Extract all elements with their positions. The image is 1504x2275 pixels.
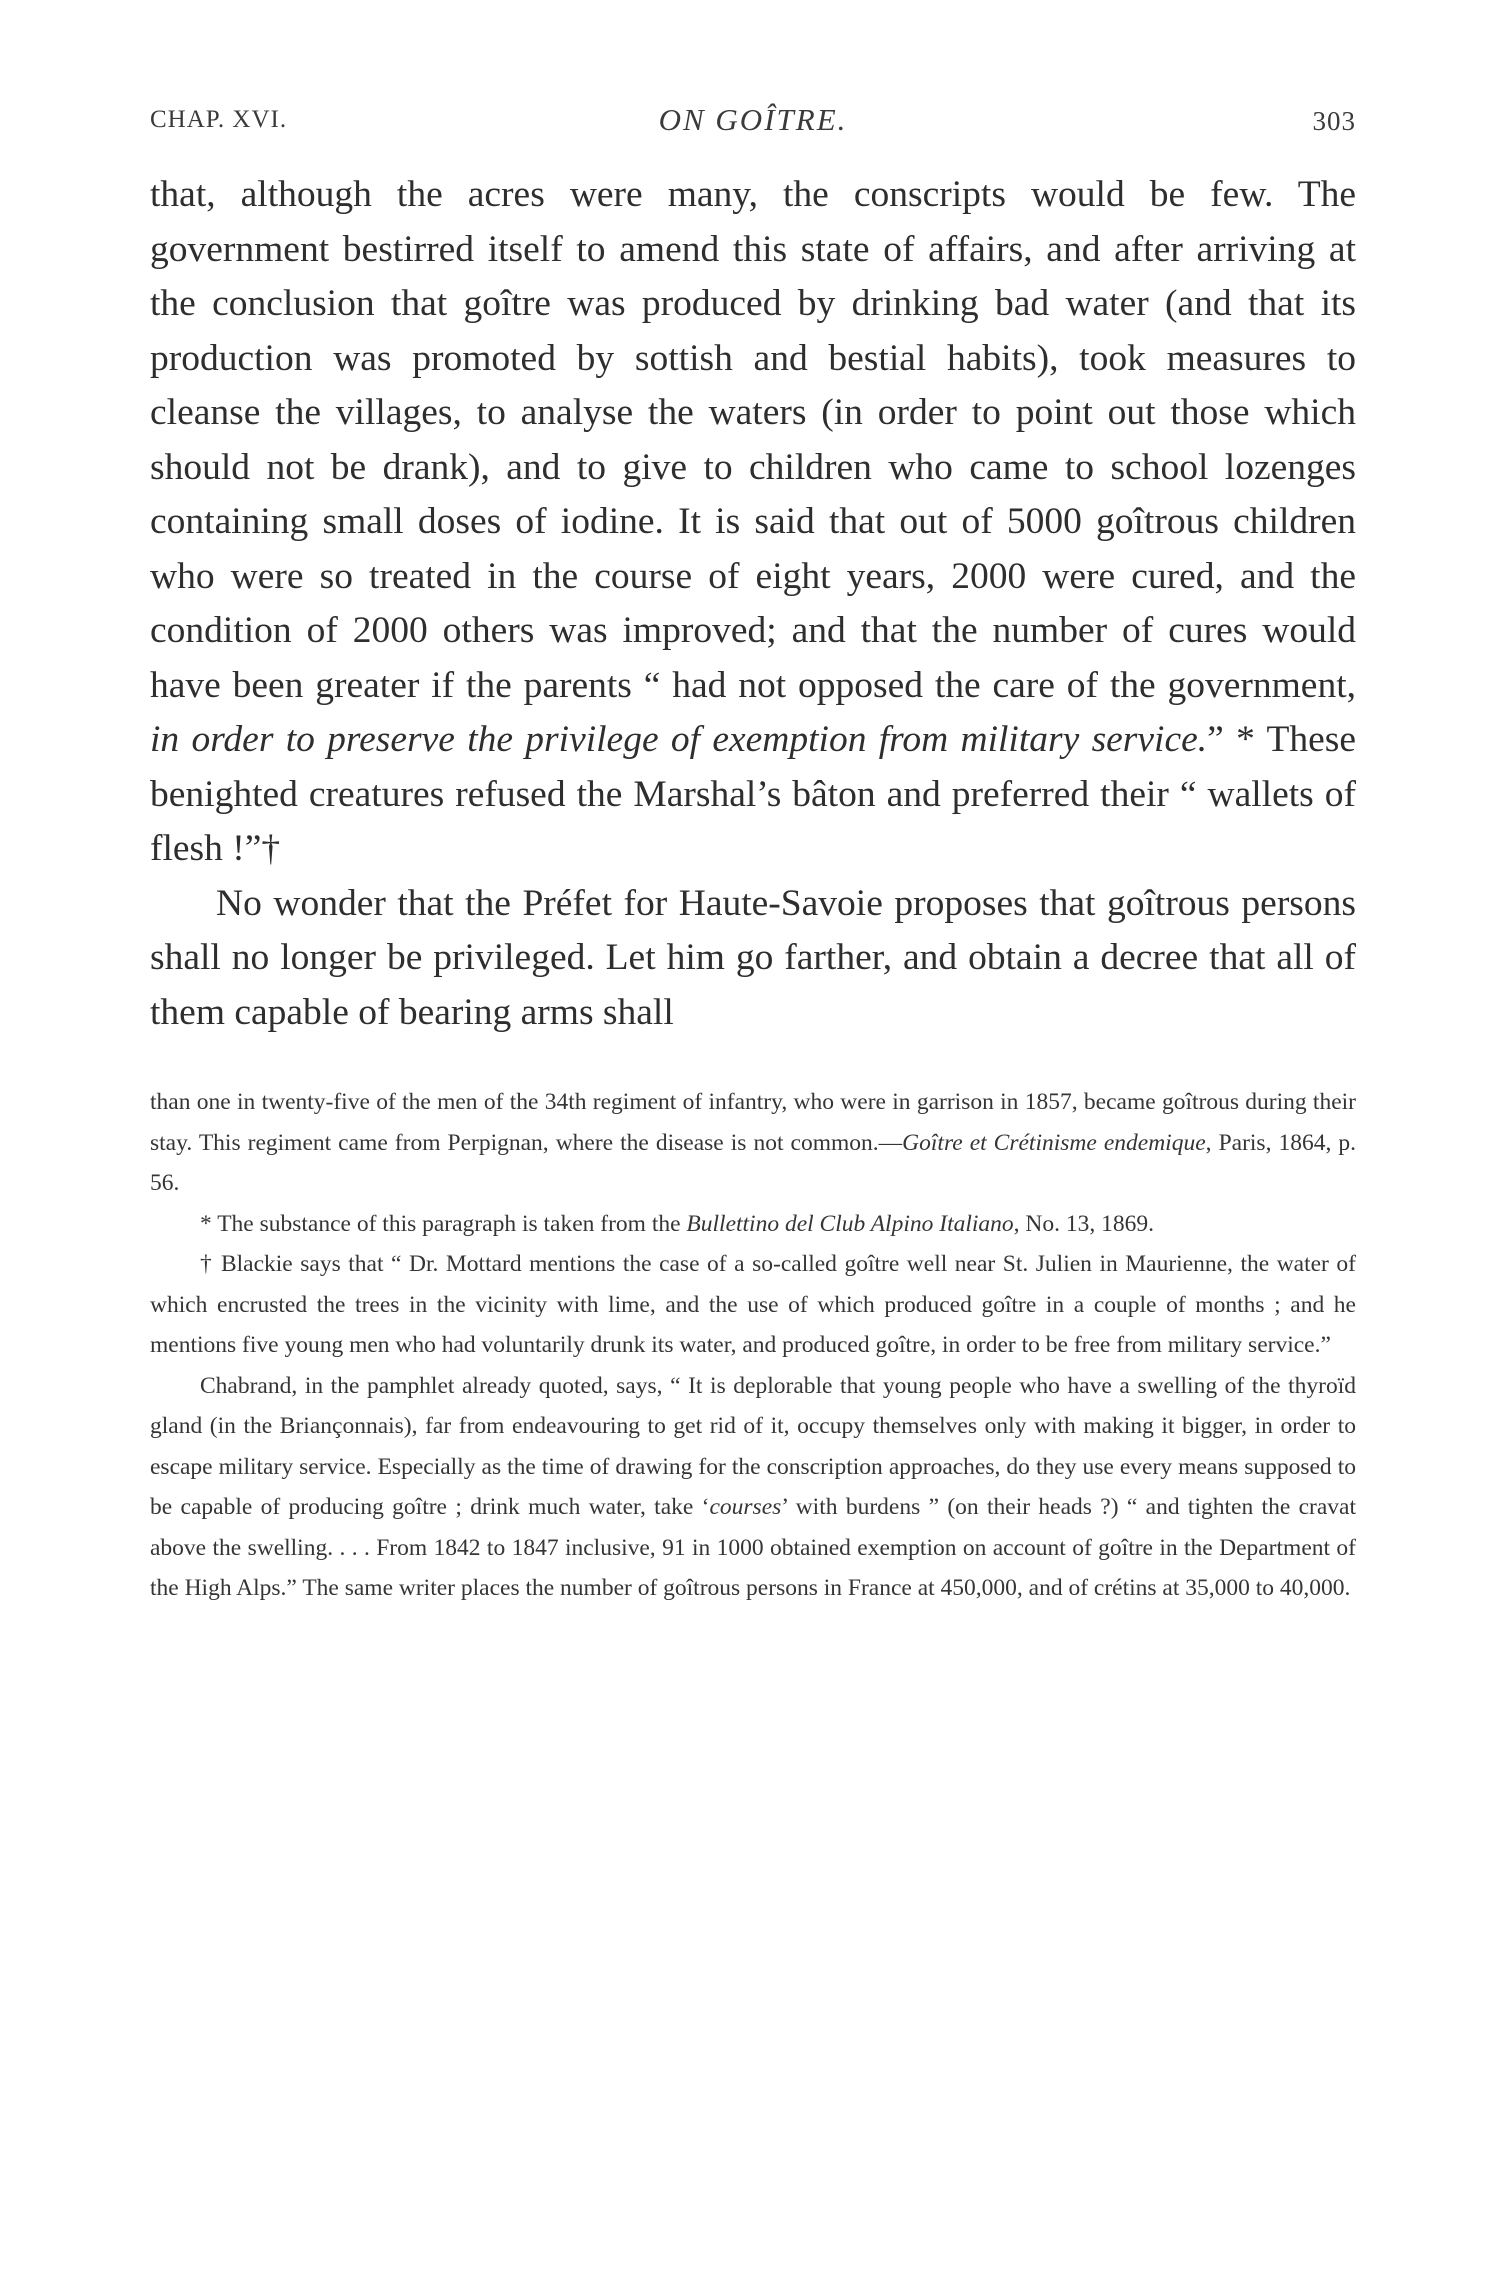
footnote-chabrand-italic: courses (709, 1494, 782, 1520)
main-text (150, 168, 1356, 1040)
footnote-continuation (150, 1082, 1356, 1204)
footnote-star-text-b: , No. 13, 1869. (1013, 1210, 1155, 1237)
book-page (150, 90, 1356, 1609)
running-head (150, 90, 1356, 140)
footnote-star-text-a: * The substance of this paragraph is taken from the (200, 1210, 687, 1237)
page-number: 303 (1312, 106, 1356, 136)
paragraph-1-text-b: ” * These benighted creatures refused the Marshal’s bâton and preferred their “ wallets of flesh !”† (150, 719, 1356, 869)
footnotes (150, 1082, 1356, 1609)
footnote-chabrand-text-b: ’ with burdens ” (on their heads ?) “ and tighten the cravat above the swelling. . . . From 1842 to 1847 inclusive, 91 in 1000 obtained exemption on account of goître in the Department of the High Alps.” The same writer places the number of goîtrous persons in France at 450,000, and of crétins at 35,000 to 40,000. (150, 1494, 1356, 1601)
footnote-star-italic: Bullettino del Club Alpino Italiano (686, 1210, 1014, 1237)
footnote-continuation-text-b: , Paris, 1864, p. 56. (150, 1129, 1357, 1196)
paragraph-1-italic-quote: in order to preserve the privilege of exemption from military service. (150, 719, 1208, 760)
footnote-star (150, 1204, 1356, 1245)
footnote-dagger: † Blackie says that “ Dr. Mottard mentions the case of a so-called goître well near St. Julien in Maurienne, the water of which encrusted the trees in the vicinity with lime, and the use of which produced goître in a couple of months ; and he mentions five young men who had voluntarily drunk its water, and produced goître, in order to be free from military service.” (150, 1251, 1356, 1358)
page-title: ON GOÎTRE. (658, 102, 848, 137)
footnote-continuation-italic: Goître et Crétinisme endemique (902, 1129, 1206, 1156)
footnote-continuation-text-a: than one in twenty-five of the men of the 34th regiment of infantry, who were in garrison in 1857, became goîtrous during their stay. This regiment came from Perpignan, where the disease is not common.— (150, 1089, 1356, 1156)
chapter-label: CHAP. XVI. (150, 106, 288, 133)
paragraph-1 (150, 168, 1356, 877)
paragraph-2: No wonder that the Préfet for Haute-Savoie proposes that goîtrous persons shall no longer be privileged. Let him go farther, and obtain a decree that all of them capable of bearing arms shall (150, 882, 1356, 1033)
footnote-chabrand (150, 1366, 1356, 1609)
paragraph-1-text-a: that, although the acres were many, the conscripts would be few. The government bestirred itself to amend this state of affairs, and after arriving at the conclusion that goître was produced by drinking bad water (and that its production was promoted by sottish and bestial habits), took measures to cleanse the villages, to analyse the waters (in order to point out those which should not be drank), and to give to children who came to school lozenges containing small doses of iodine. It is said that out of 5000 goîtrous children who were so treated in the course of eight years, 2000 were cured, and the condition of 2000 others was improved; and that the number of cures would have been greater if the parents “ had not opposed the care of the government, (150, 174, 1356, 706)
footnote-chabrand-text-a: Chabrand, in the pamphlet already quoted, says, “ It is deplorable that young people who have a swelling of the thyroïd gland (in the Briançonnais), far from endeavouring to get rid of it, occupy themselves only with making it bigger, in order to escape military service. Especially as the time of drawing for the conscription approaches, do they use every means supposed to be capable of producing goître ; drink much water, take ‘ (150, 1372, 1356, 1520)
